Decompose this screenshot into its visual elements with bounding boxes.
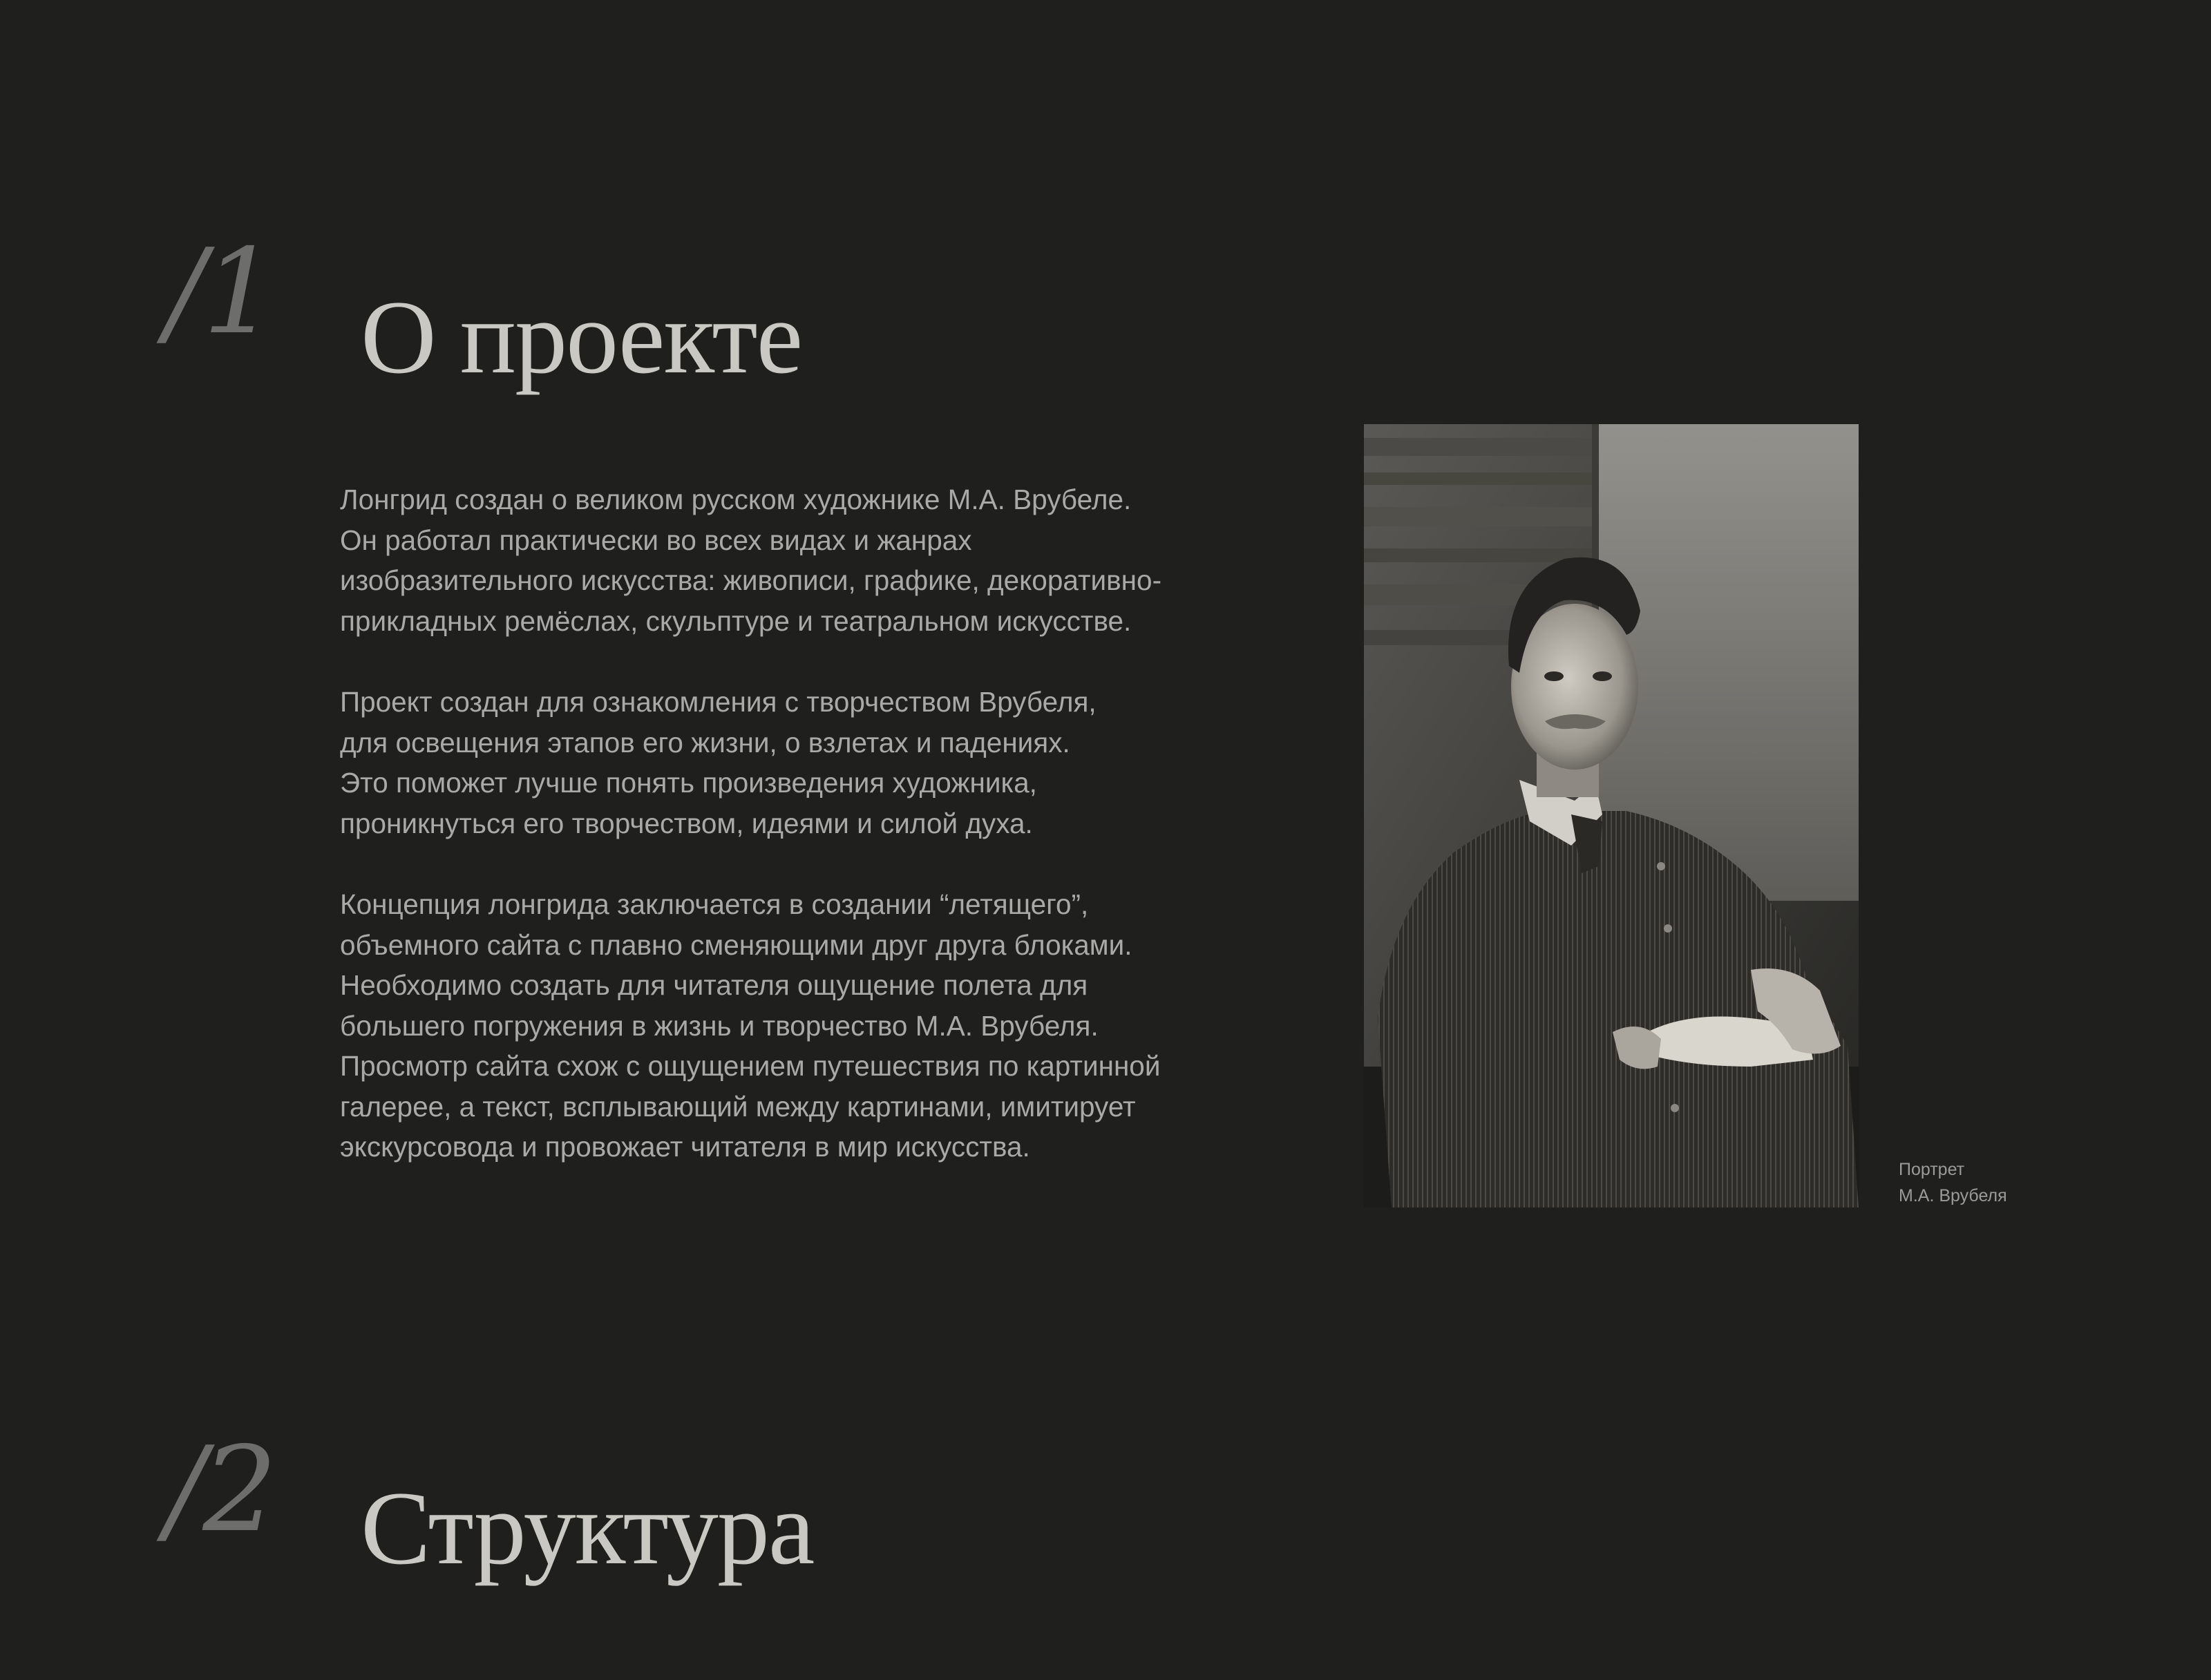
portrait-photo: [1364, 424, 1859, 1208]
section-title-about: О проекте: [361, 279, 802, 395]
portrait-illustration: [1364, 424, 1859, 1208]
about-paragraph-2: Проект создан для ознакомления с творчеством Врубеля, для освещения этапов его жизни, о взлетах и падениях. Это поможет лучше понять произведения художника, проникнуться его творчеством, идеями и силой духа.: [340, 686, 1097, 839]
section-title-structure: Структура: [361, 1470, 814, 1586]
about-text: [340, 479, 1266, 1208]
about-paragraph-1: Лонгрид создан о великом русском художнике М.А. Врубеле. Он работал практически во всех видах и жанрах изобразительного искусства: живописи, графике, декоративно- прикладных ремёслах, скульптуре и театральном искусстве.: [340, 484, 1162, 637]
section-number-2: /2: [166, 1422, 275, 1558]
section-number-1: /1: [166, 224, 275, 361]
about-paragraph-3: Концепция лонгрида заключается в создании “летящего”, объемного сайта с плавно сменяющими друг друга блоками. Необходимо создать для читателя ощущение полета для большего погружения в жизнь и творчество М.А. Врубеля. Просмотр сайта схож с ощущением путешествия по картинной галерее, а текст, всплывающий между картинами, имитирует экскурсовода и провожает читателя в мир искусства.: [340, 888, 1161, 1163]
portrait-caption: Портрет М.А. Врубеля: [1899, 1160, 2007, 1205]
